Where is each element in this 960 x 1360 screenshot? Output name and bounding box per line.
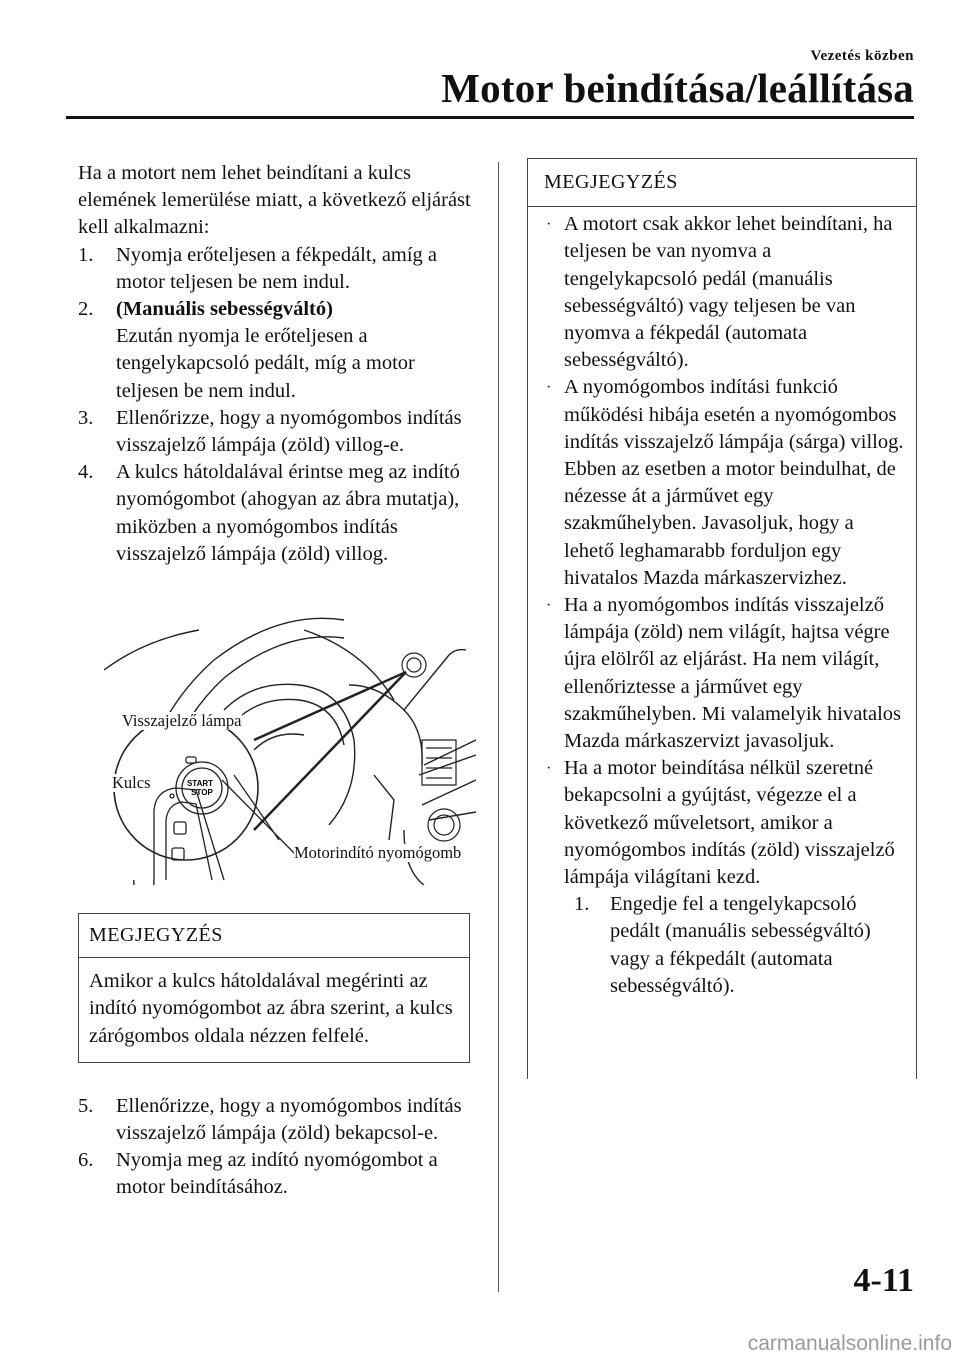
note-bullet: · A motort csak akkor lehet beindítani, ha teljesen be van nyomva a tengelykapcsoló pedál (manuális sebességváltó) vagy teljesen be van nyomva a fékpedál (automata sebességváltó). <box>546 213 893 372</box>
step-item <box>78 1147 478 1201</box>
bullet-text: Ha a nyomógombos indítás visszajelző lámpája (zöld) nem világít, hajtsa végre újra elölről az eljárást. Ha nem világít, ellenőriztesse a járművet egy szakműhelyben. Mi valamelyik hivatalos Mazda márkaszervizt javasoljuk. <box>564 594 902 753</box>
step-item <box>78 242 478 296</box>
note-heading: MEGJEGYZÉS <box>528 159 916 207</box>
note-bullet: · Ha a nyomógombos indítás visszajelző lámpája (zöld) nem világít, hajtsa végre újra elölről az eljárást. Ha nem világít, ellenőriztesse a járművet egy szakműhelyben. Mi valamelyik hivatalos Mazda márkaszervizt javasoljuk. <box>546 594 902 753</box>
stop-label-text: STOP <box>191 788 213 798</box>
bullet-text: Ha a motor beindítása nélkül szeretné bekapcsolni a gyújtást, végezze el a következő műveletsort, amikor a nyomógombos indítás (zöld) visszajelző lámpája világítani kezd. <box>564 757 895 889</box>
intro-paragraph: Ha a motort nem lehet beindítani a kulcs elemének lemerülése miatt, a következő eljárást kell alkalmazni: <box>78 162 471 239</box>
note-bullet: · Ha a motor beindítása nélkül szeretné bekapcsolni a gyújtást, végezze el a következő műveletsort, amikor a nyomógombos indítás (zöld) visszajelző lámpája világítani kezd. 1. Engedje fel a tengelykapcsoló pedált (manuális sebességváltó) vagy a fékpedált (automata sebességváltó). <box>546 755 906 1000</box>
sub-step-item <box>574 891 906 1000</box>
step-text: A kulcs hátoldalával érintse meg az indító nyomógombot (ahogyan az ábra mutatja), miközben a nyomógombos indítás visszajelző lámpája (zöld) villog. <box>116 461 460 565</box>
note-bullet: · A nyomógombos indítási funkció működési hibája esetén a nyomógombos indítás visszajelző lámpája (sárga) villog. Ebben az esetben a motor beindulhat, de nézesse át a járművet egy szakműhelyben. Javasoljuk, hogy a lehető leghamarabb forduljon egy hivatalos Mazda márkaszervizhez. <box>546 376 904 589</box>
step-text: Ellenőrizze, hogy a nyomógombos indítás visszajelző lámpája (zöld) villog-e. <box>116 406 462 457</box>
sub-step-text: Engedje fel a tengelykapcsoló pedált (manuális sebességváltó) vagy a fékpedált (automata sebességváltó). <box>610 893 871 997</box>
bullet-text: A motort csak akkor lehet beindítani, ha teljesen be van nyomva a tengelykapcsoló pedál (manuális sebességváltó) vagy teljesen be van nyomva a fékpedál (automata sebességváltó). <box>564 213 893 372</box>
right-column <box>527 158 915 1079</box>
note-box-right <box>527 158 917 1079</box>
watermark: carmanualsonline.info <box>747 1332 952 1355</box>
note-box-left <box>78 913 470 1063</box>
key-label: Kulcs <box>112 773 151 793</box>
page-title: Motor beindítása/leállítása <box>441 65 914 111</box>
note-sub-steps <box>564 891 906 1000</box>
header-divider <box>66 116 914 119</box>
sub-step-number: 1. <box>574 893 590 916</box>
dashboard-illustration <box>104 590 476 885</box>
page-number: 4-11 <box>853 1262 914 1299</box>
step-text: Nyomja meg az indító nyomógombot a motor beindításához. <box>116 1149 438 1199</box>
step-number: 4. <box>78 461 94 484</box>
step-heading: (Manuális sebességváltó) <box>116 298 333 321</box>
step-text: Ellenőrizze, hogy a nyomógombos indítás visszajelző lámpája (zöld) bekapcsol-e. <box>116 1094 462 1145</box>
step-item <box>78 405 478 459</box>
step-item <box>78 459 478 568</box>
step-item <box>78 1093 478 1147</box>
section-header: Vezetés közben <box>810 48 914 64</box>
bullet-text: A nyomógombos indítási funkció működési hibája esetén a nyomógombos indítás visszajelző lámpája (sárga) villog. Ebben az esetben a motor beindulhat, de nézesse át a járművet egy szakműhelyben. Javasoljuk, hogy a lehető leghamarabb forduljon egy hivatalos Mazda márkaszervizhez. <box>564 376 904 589</box>
note-heading: MEGJEGYZÉS <box>79 914 469 958</box>
step-number: 2. <box>78 298 94 321</box>
step-number: 3. <box>78 406 94 429</box>
note-text: Amikor a kulcs hátoldalával megérinti az indító nyomógombot az ábra szerint, a kulcs zárógombos oldala nézzen felfelé. <box>89 970 453 1047</box>
note-bullets <box>528 207 916 1000</box>
start-button-label: Motorindító nyomógomb <box>294 843 462 863</box>
step-item <box>78 296 478 405</box>
step-text: Nyomja erőteljesen a fékpedált, amíg a motor teljesen be nem indul. <box>116 243 438 293</box>
start-button-figure <box>104 590 476 885</box>
start-label-text: START <box>186 779 214 789</box>
step-number: 5. <box>78 1094 94 1117</box>
step-number: 1. <box>78 243 94 266</box>
step-number: 6. <box>78 1149 94 1172</box>
left-column <box>78 160 478 1202</box>
procedure-steps <box>78 242 478 568</box>
procedure-steps-continued <box>78 1093 478 1202</box>
indicator-lamp-label: Visszajelző lámpa <box>122 711 242 731</box>
column-divider <box>498 162 499 1292</box>
step-text: Ezután nyomja le erőteljesen a tengelykapcsoló pedált, míg a motor teljesen be nem indul. <box>116 325 415 402</box>
